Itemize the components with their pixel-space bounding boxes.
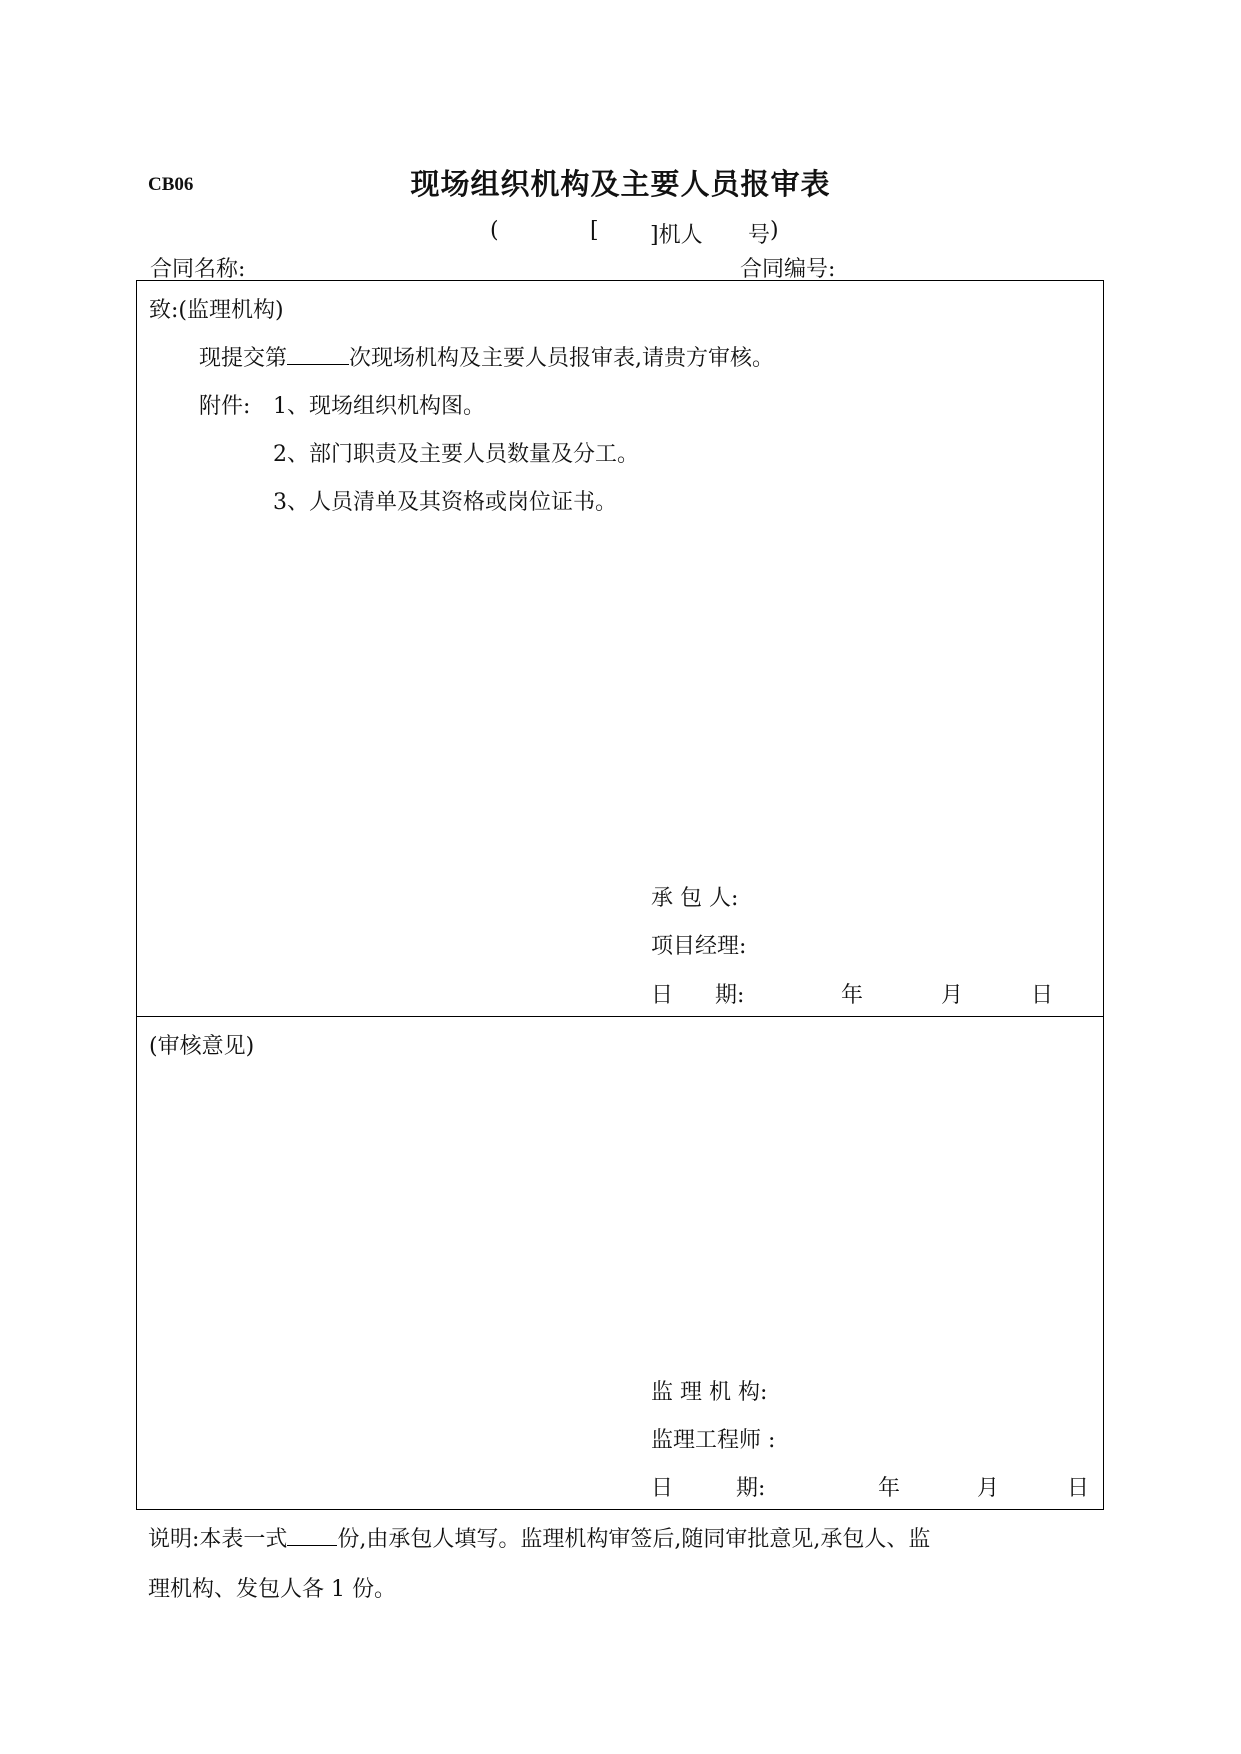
review-day-label: 日 (1067, 1476, 1090, 1501)
submission-section (136, 280, 1104, 1017)
footer-note-line1 (148, 1522, 930, 1553)
attachment-item: 3、人员清单及其资格或岗位证书。 (273, 490, 617, 515)
supervisor-org-label: 监 理 机 构: (651, 1380, 768, 1405)
review-opinion-label: (审核意见) (149, 1034, 255, 1059)
submission-line-suffix: 次现场机构及主要人员报审表,请贵方审核。 (349, 346, 775, 371)
attachment-item: 2、部门职责及主要人员数量及分工。 (273, 442, 639, 467)
review-section (136, 1016, 1104, 1510)
contract-name-label: 合同名称: (150, 257, 246, 282)
review-month-label: 月 (977, 1476, 1000, 1501)
attachment-label: 附件: (199, 394, 251, 419)
copies-blank (287, 1525, 337, 1546)
contractor-label: 承 包 人: (651, 886, 739, 911)
supervisor-engineer-label: 监理工程师 : (651, 1428, 776, 1453)
month-label: 月 (941, 983, 964, 1008)
footer-note-part2: 份,由承包人填写。监理机构审签后,随同审批意见,承包人、监 (337, 1527, 931, 1552)
review-year-label: 年 (878, 1476, 901, 1501)
subtitle-bracket-close: ]机人 (650, 223, 703, 248)
page-title: 现场组织机构及主要人员报审表 (410, 167, 831, 201)
footer-note-line2: 理机构、发包人各 1 份。 (148, 1577, 396, 1602)
attachment-item: 1、现场组织机构图。 (273, 394, 485, 419)
footer-note-part1: 说明:本表一式 (148, 1527, 288, 1552)
submission-line (199, 341, 774, 372)
subtitle-bracket-open: [ (590, 218, 599, 243)
date-label: 日 期: (651, 983, 745, 1008)
submission-line-prefix: 现提交第 (199, 346, 288, 371)
review-date-label: 日 期: (651, 1476, 766, 1501)
day-label: 日 (1031, 983, 1054, 1008)
submission-count-blank (287, 344, 349, 365)
subtitle-number-label: 号 (748, 223, 771, 248)
year-label: 年 (841, 983, 864, 1008)
project-manager-label: 项目经理: (651, 934, 747, 959)
subtitle-paren-open: ( (490, 218, 499, 243)
subtitle-paren-close: ) (770, 218, 779, 243)
contract-no-label: 合同编号: (740, 257, 836, 282)
form-code: CB06 (148, 174, 194, 195)
to-label: 致:(监理机构) (149, 298, 284, 323)
